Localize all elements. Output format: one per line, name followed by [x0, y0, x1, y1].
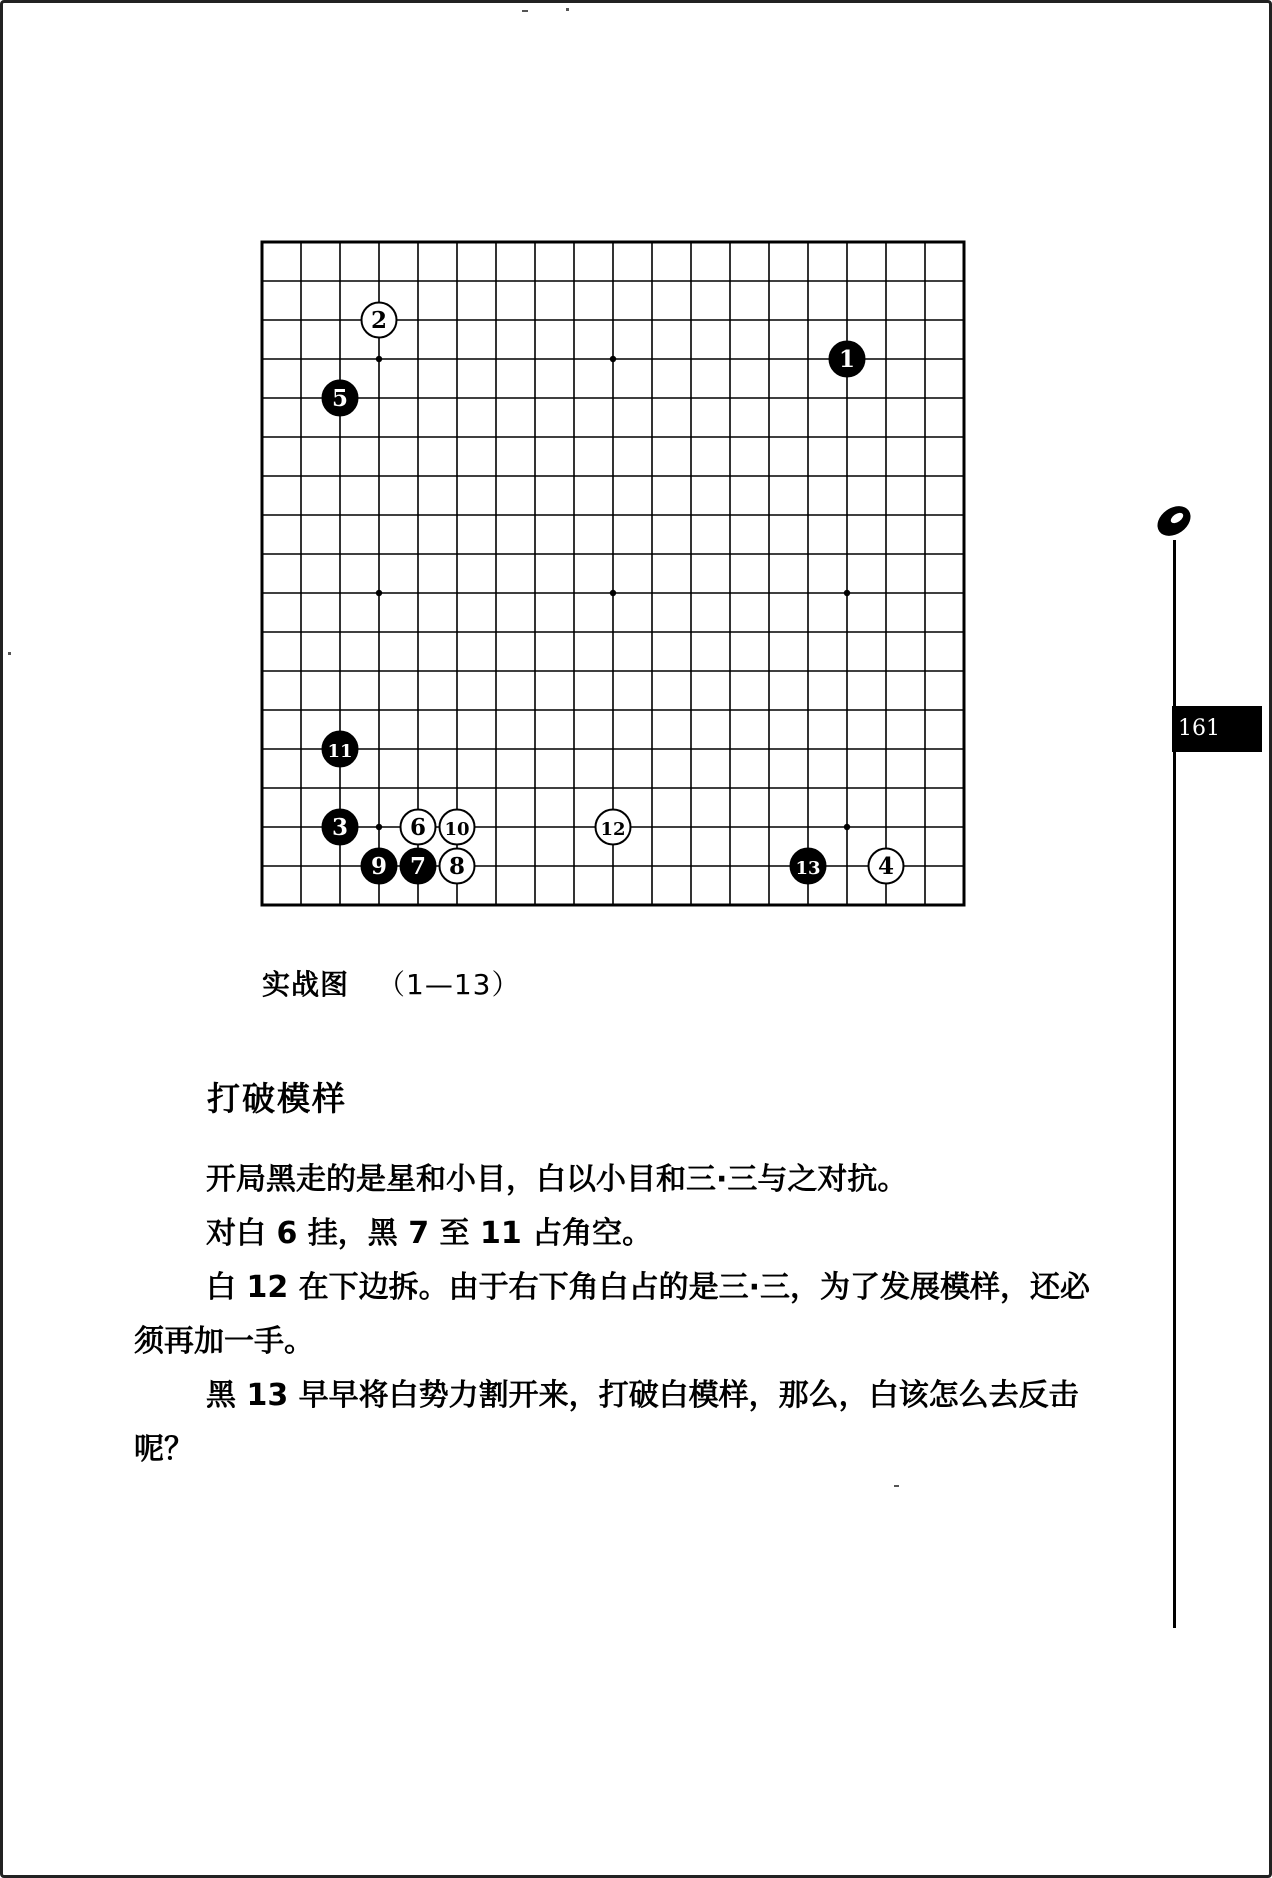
- caption-move-range: （1—13）: [377, 968, 521, 1001]
- star-point: [610, 590, 616, 596]
- scan-speck: [8, 652, 11, 655]
- go-board-figure: [240, 220, 1000, 940]
- scan-speck: [894, 1485, 899, 1487]
- scan-speck: [566, 8, 569, 11]
- margin-rule: [1173, 540, 1176, 1628]
- move-number: 9: [370, 853, 388, 880]
- section-title: 打破模样: [207, 1079, 347, 1118]
- move-number: 10: [444, 819, 470, 840]
- star-point: [844, 590, 850, 596]
- star-point: [376, 590, 382, 596]
- move-number: 11: [327, 741, 353, 762]
- move-number: 13: [795, 858, 821, 879]
- move-number: 1: [838, 346, 856, 373]
- page-number: 161: [1172, 706, 1262, 752]
- scan-speck: [522, 10, 528, 12]
- paragraph: 黑 13 早早将白势力割开来，打破白模样，那么，白该怎么去反击呢？: [134, 1378, 1079, 1467]
- move-number: 4: [877, 853, 895, 880]
- star-point: [376, 356, 382, 362]
- star-point: [376, 824, 382, 830]
- go-board: [240, 220, 1000, 940]
- move-number: 7: [409, 853, 427, 880]
- move-number: 5: [331, 385, 349, 412]
- star-point: [844, 824, 850, 830]
- move-number: 3: [331, 814, 349, 841]
- caption-label: 实战图: [262, 968, 350, 1001]
- star-point: [610, 356, 616, 362]
- chapter-ornament-icon: [1150, 497, 1198, 545]
- move-number: 8: [448, 853, 466, 880]
- move-number: 12: [600, 819, 626, 840]
- paragraph: 开局黑走的是星和小目，白以小目和三·三与之对抗。: [206, 1162, 908, 1197]
- move-number: 6: [409, 814, 427, 841]
- move-number: 2: [370, 307, 388, 334]
- figure-caption: [262, 963, 520, 1003]
- paragraph: 白 12 在下边拆。由于右下角白占的是三·三，为了发展模样，还必须再加一手。: [134, 1270, 1091, 1359]
- paragraph: 对白 6 挂，黑 7 至 11 占角空。: [206, 1216, 653, 1251]
- commentary-text: [134, 1153, 1094, 1477]
